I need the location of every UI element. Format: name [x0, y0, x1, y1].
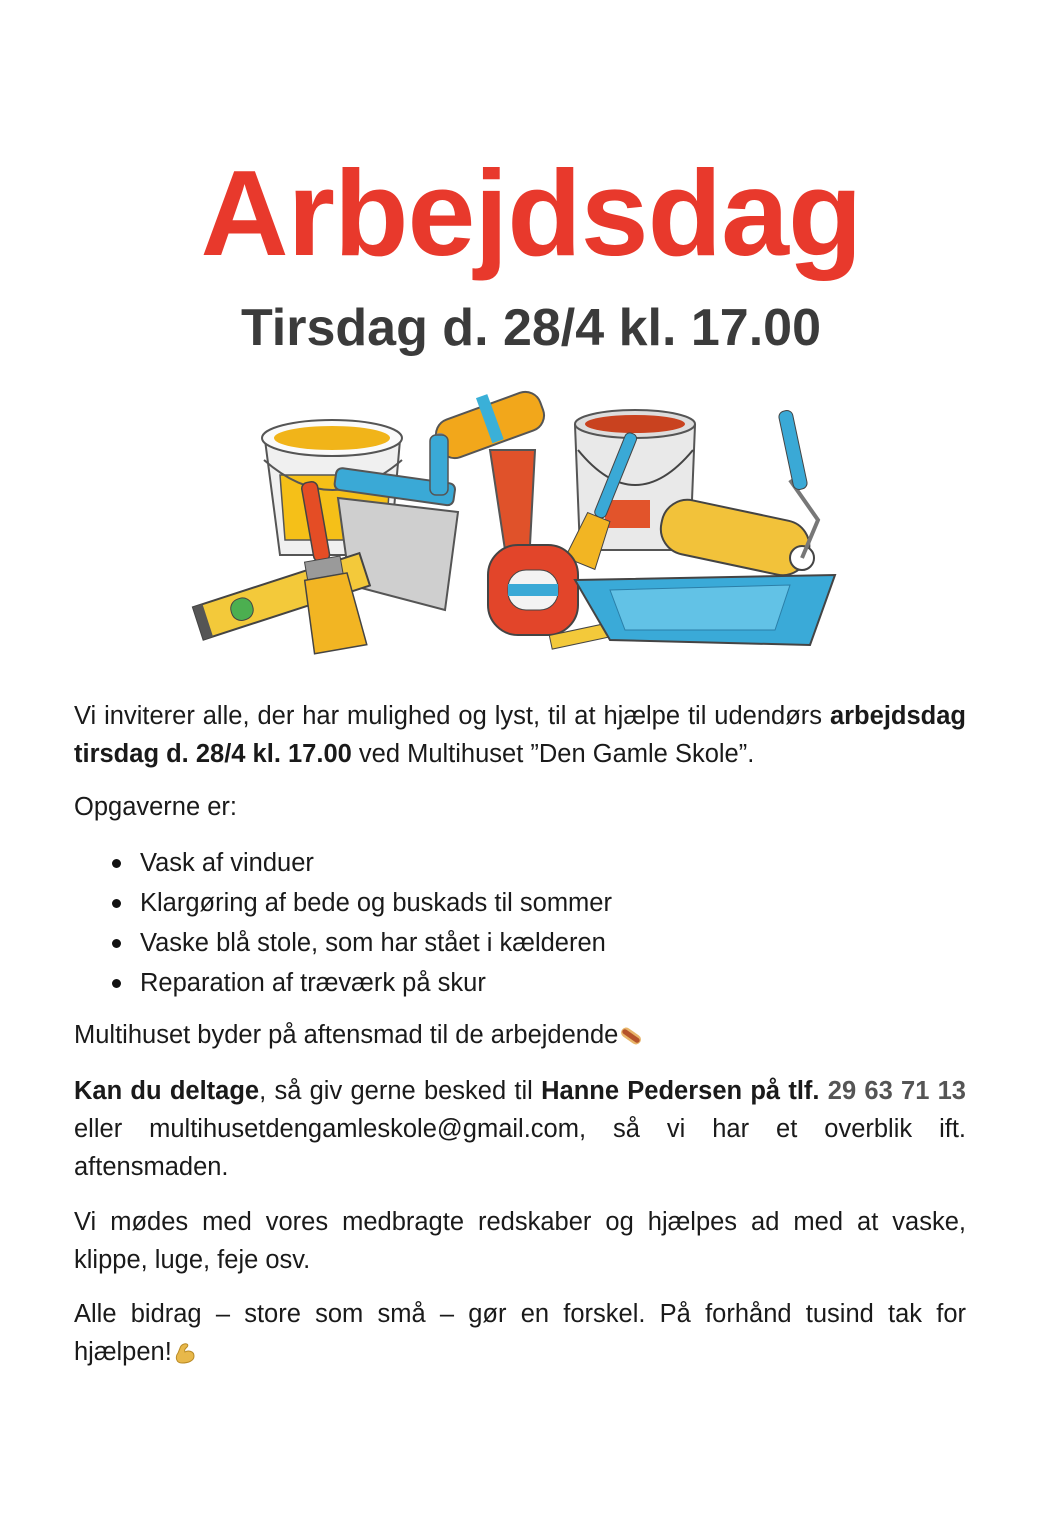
task-item — [110, 923, 612, 963]
intro-text-1: Vi inviterer alle, der har mulighed og lyst, til at hjælpe til udendørs — [74, 702, 830, 730]
contact-text-2: eller multihusetdengamleskole@gmail.com, så vi har et overblik ift. aftensmaden. — [74, 1115, 966, 1181]
task-label: Vask af vinduer — [140, 849, 314, 877]
task-item — [110, 963, 612, 1003]
contact-phone: 29 63 71 13 — [827, 1077, 966, 1105]
task-item — [110, 843, 612, 883]
intro-date-bold: arbejdsdag tirsdag d. 28/4 kl. 17.00 — [74, 702, 966, 768]
bullet-icon — [112, 939, 121, 948]
task-label: Klargøring af bede og buskads til sommer — [140, 889, 612, 917]
dinner-paragraph — [74, 1016, 966, 1054]
contact-bold-1: Kan du deltage — [74, 1077, 260, 1105]
tasks-heading: Opgaverne er: — [74, 793, 238, 821]
thanks-text: Alle bidrag – store som små – gør en forskel. På forhånd tusind tak for hjælpen! — [74, 1300, 966, 1366]
task-label: Reparation af træværk på skur — [140, 969, 486, 997]
bullet-icon — [112, 859, 121, 868]
dinner-text: Multihuset byder på aftensmad til de arbejdende — [74, 1021, 619, 1049]
thanks-paragraph — [74, 1295, 966, 1371]
meeting-paragraph: Vi mødes med vores medbragte redskaber og hjælpes ad med at vaske, klippe, luge, feje osv. — [74, 1208, 966, 1274]
poster-title: Arbejdsdag — [200, 145, 862, 281]
tools-illustration — [190, 380, 850, 680]
contact-paragraph — [74, 1072, 966, 1186]
task-item — [110, 883, 612, 923]
paint-tray-icon — [575, 575, 835, 645]
task-label: Vaske blå stole, som har stået i kælderen — [140, 929, 606, 957]
tasks-list — [110, 843, 612, 1003]
flexed-biceps-emoji-icon — [172, 1341, 198, 1365]
contact-name: Hanne Pedersen på tlf. — [541, 1077, 820, 1105]
contact-text-1: , så giv gerne besked til — [259, 1077, 542, 1105]
hotdog-emoji-icon — [618, 1025, 644, 1047]
intro-paragraph — [74, 697, 966, 773]
intro-text-2: ved Multihuset ”Den Gamle Skole”. — [351, 740, 755, 768]
poster-subtitle-date: Tirsdag d. 28/4 kl. 17.00 — [240, 299, 822, 357]
bullet-icon — [112, 979, 121, 988]
bullet-icon — [112, 899, 121, 908]
